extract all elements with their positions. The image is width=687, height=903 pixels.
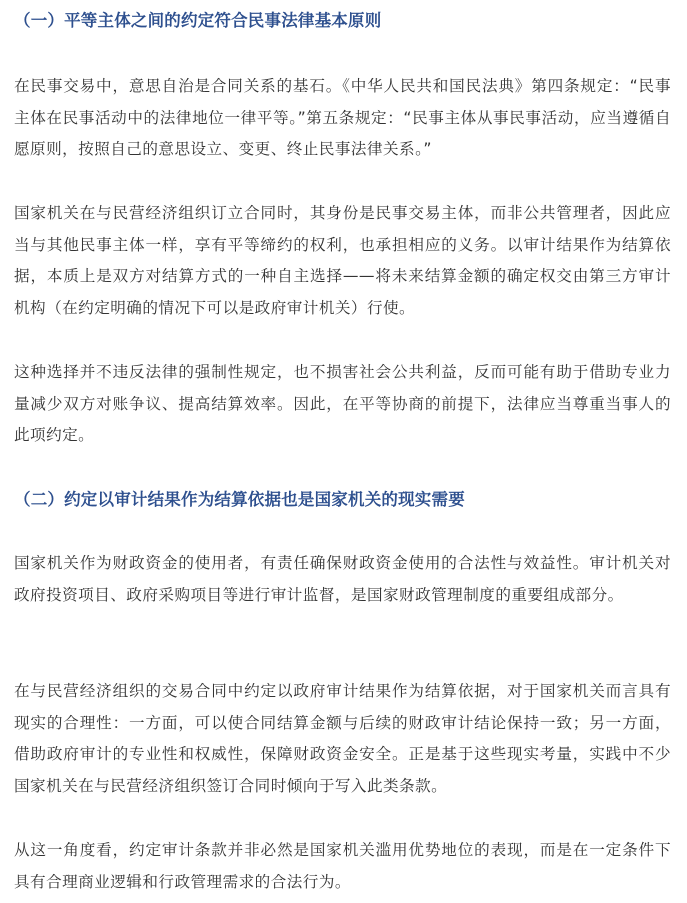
paragraph-4: 国家机关作为财政资金的使用者，有责任确保财政资金使用的合法性与效益性。审计机关对政府投资项目、政府采购项目等进行审计监督，是国家财政管理制度的重要组成部分。: [14, 554, 671, 604]
paragraph-5: 在与民营经济组织的交易合同中约定以政府审计结果作为结算依据，对于国家机关而言具有现实的合理性：一方面，可以使合同结算金额与后续的财政审计结论保持一致；另一方面，借助政府审计的专业性和权威性，保障财政资金安全。正是基于这些现实考量，实践中不少国家机关在与民营经济组织签订合同时倾向于写入此类条款。: [14, 682, 671, 796]
paragraph-1: 在民事交易中，意思自治是合同关系的基石。《中华人民共和国民法典》第四条规定：“民事主体在民事活动中的法律地位一律平等。”第五条规定：“民事主体从事民事活动，应当遵循自愿原则，按照自己的意思设立、变更、终止民事法律关系。”: [14, 77, 671, 159]
paragraph-2: 国家机关在与民营经济组织订立合同时，其身份是民事交易主体，而非公共管理者，因此应当与其他民事主体一样，享有平等缔约的权利，也承担相应的义务。以审计结果作为结算依据，本质上是双方对结算方式的一种自主选择——将未来结算金额的确定权交由第三方审计机构（在约定明确的情况下可以是政府审计机关）行使。: [14, 204, 671, 318]
section-heading-2: （二）约定以审计结果作为结算依据也是国家机关的现实需要: [14, 490, 465, 509]
section-heading-1: （一）平等主体之间的约定符合民事法律基本原则: [14, 11, 382, 30]
paragraph-6: 从这一角度看，约定审计条款并非必然是国家机关滥用优势地位的表现，而是在一定条件下具有合理商业逻辑和行政管理需求的合法行为。: [14, 841, 671, 891]
paragraph-3: 这种选择并不违反法律的强制性规定，也不损害社会公共利益，反而可能有助于借助专业力量减少双方对账争议、提高结算效率。因此，在平等协商的前提下，法律应当尊重当事人的此项约定。: [14, 363, 671, 445]
